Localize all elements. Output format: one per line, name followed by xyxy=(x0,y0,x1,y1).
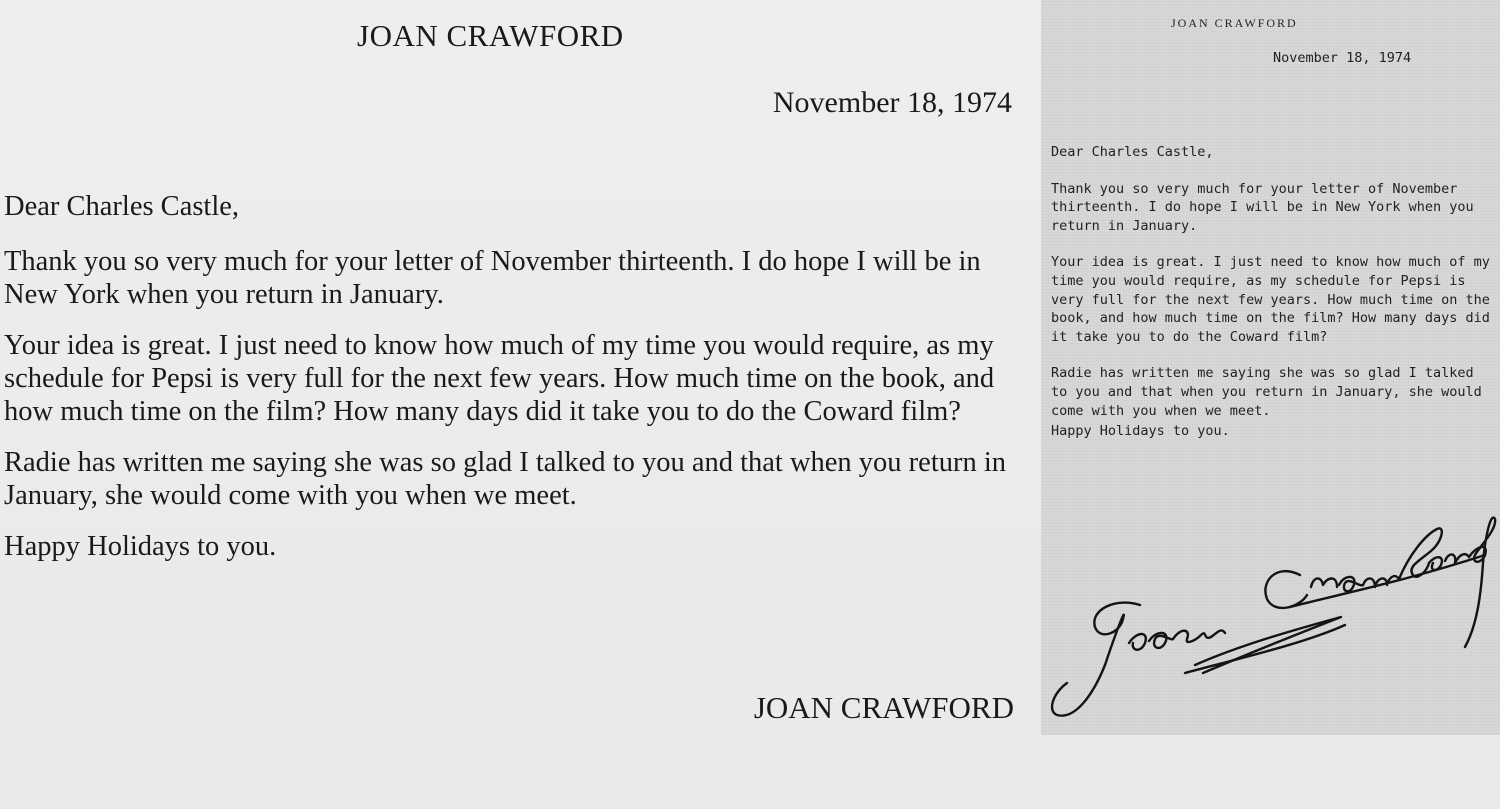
facsimile-letterhead: JOAN CRAWFORD xyxy=(1171,16,1298,30)
paragraph-2: Your idea is great. I just need to know how much of my time you would require, as my schedule for Pepsi is very full for the next few years. How much time on the book, and how much time on the film? How many days did it take you to do the Coward film? xyxy=(4,330,995,427)
facsimile-salutation: Dear Charles Castle, xyxy=(1051,144,1214,160)
letter-date: November 18, 1974 xyxy=(772,86,1012,119)
letter-body xyxy=(4,190,1016,581)
paragraph-1: Thank you so very much for your letter of November thirteenth. I do hope I will be in New York when you return in January. xyxy=(4,246,981,310)
handwritten-signature xyxy=(1045,515,1500,720)
paragraph-4: Happy Holidays to you. xyxy=(4,531,277,562)
facsimile-date: November 18, 1974 xyxy=(1273,50,1412,66)
facsimile-paragraph-3: Radie has written me saying she was so glad I talked to you and that when you return in January, she would come with you when we meet. xyxy=(1051,365,1482,419)
facsimile-paragraph-2: Your idea is great. I just need to know how much of my time you would require, as my schedule for Pepsi is very full for the next few years. How much time on the book, and how much time on the film? How many days did it take you to do the Coward film? xyxy=(1051,254,1490,345)
facsimile-body xyxy=(1051,143,1491,459)
paragraph-3: Radie has written me saying she was so glad I talked to you and that when you return in January, she would come with you when we meet. xyxy=(4,447,1007,511)
letterhead: JOAN CRAWFORD xyxy=(357,18,624,53)
facsimile-closing: Happy Holidays to you. xyxy=(1051,423,1230,440)
salutation: Dear Charles Castle, xyxy=(4,191,240,222)
facsimile-paragraph-1: Thank you so very much for your letter of November thirteenth. I do hope I will be in New York when you return in January. xyxy=(1051,180,1474,234)
printed-signature: JOAN CRAWFORD xyxy=(753,690,1014,725)
